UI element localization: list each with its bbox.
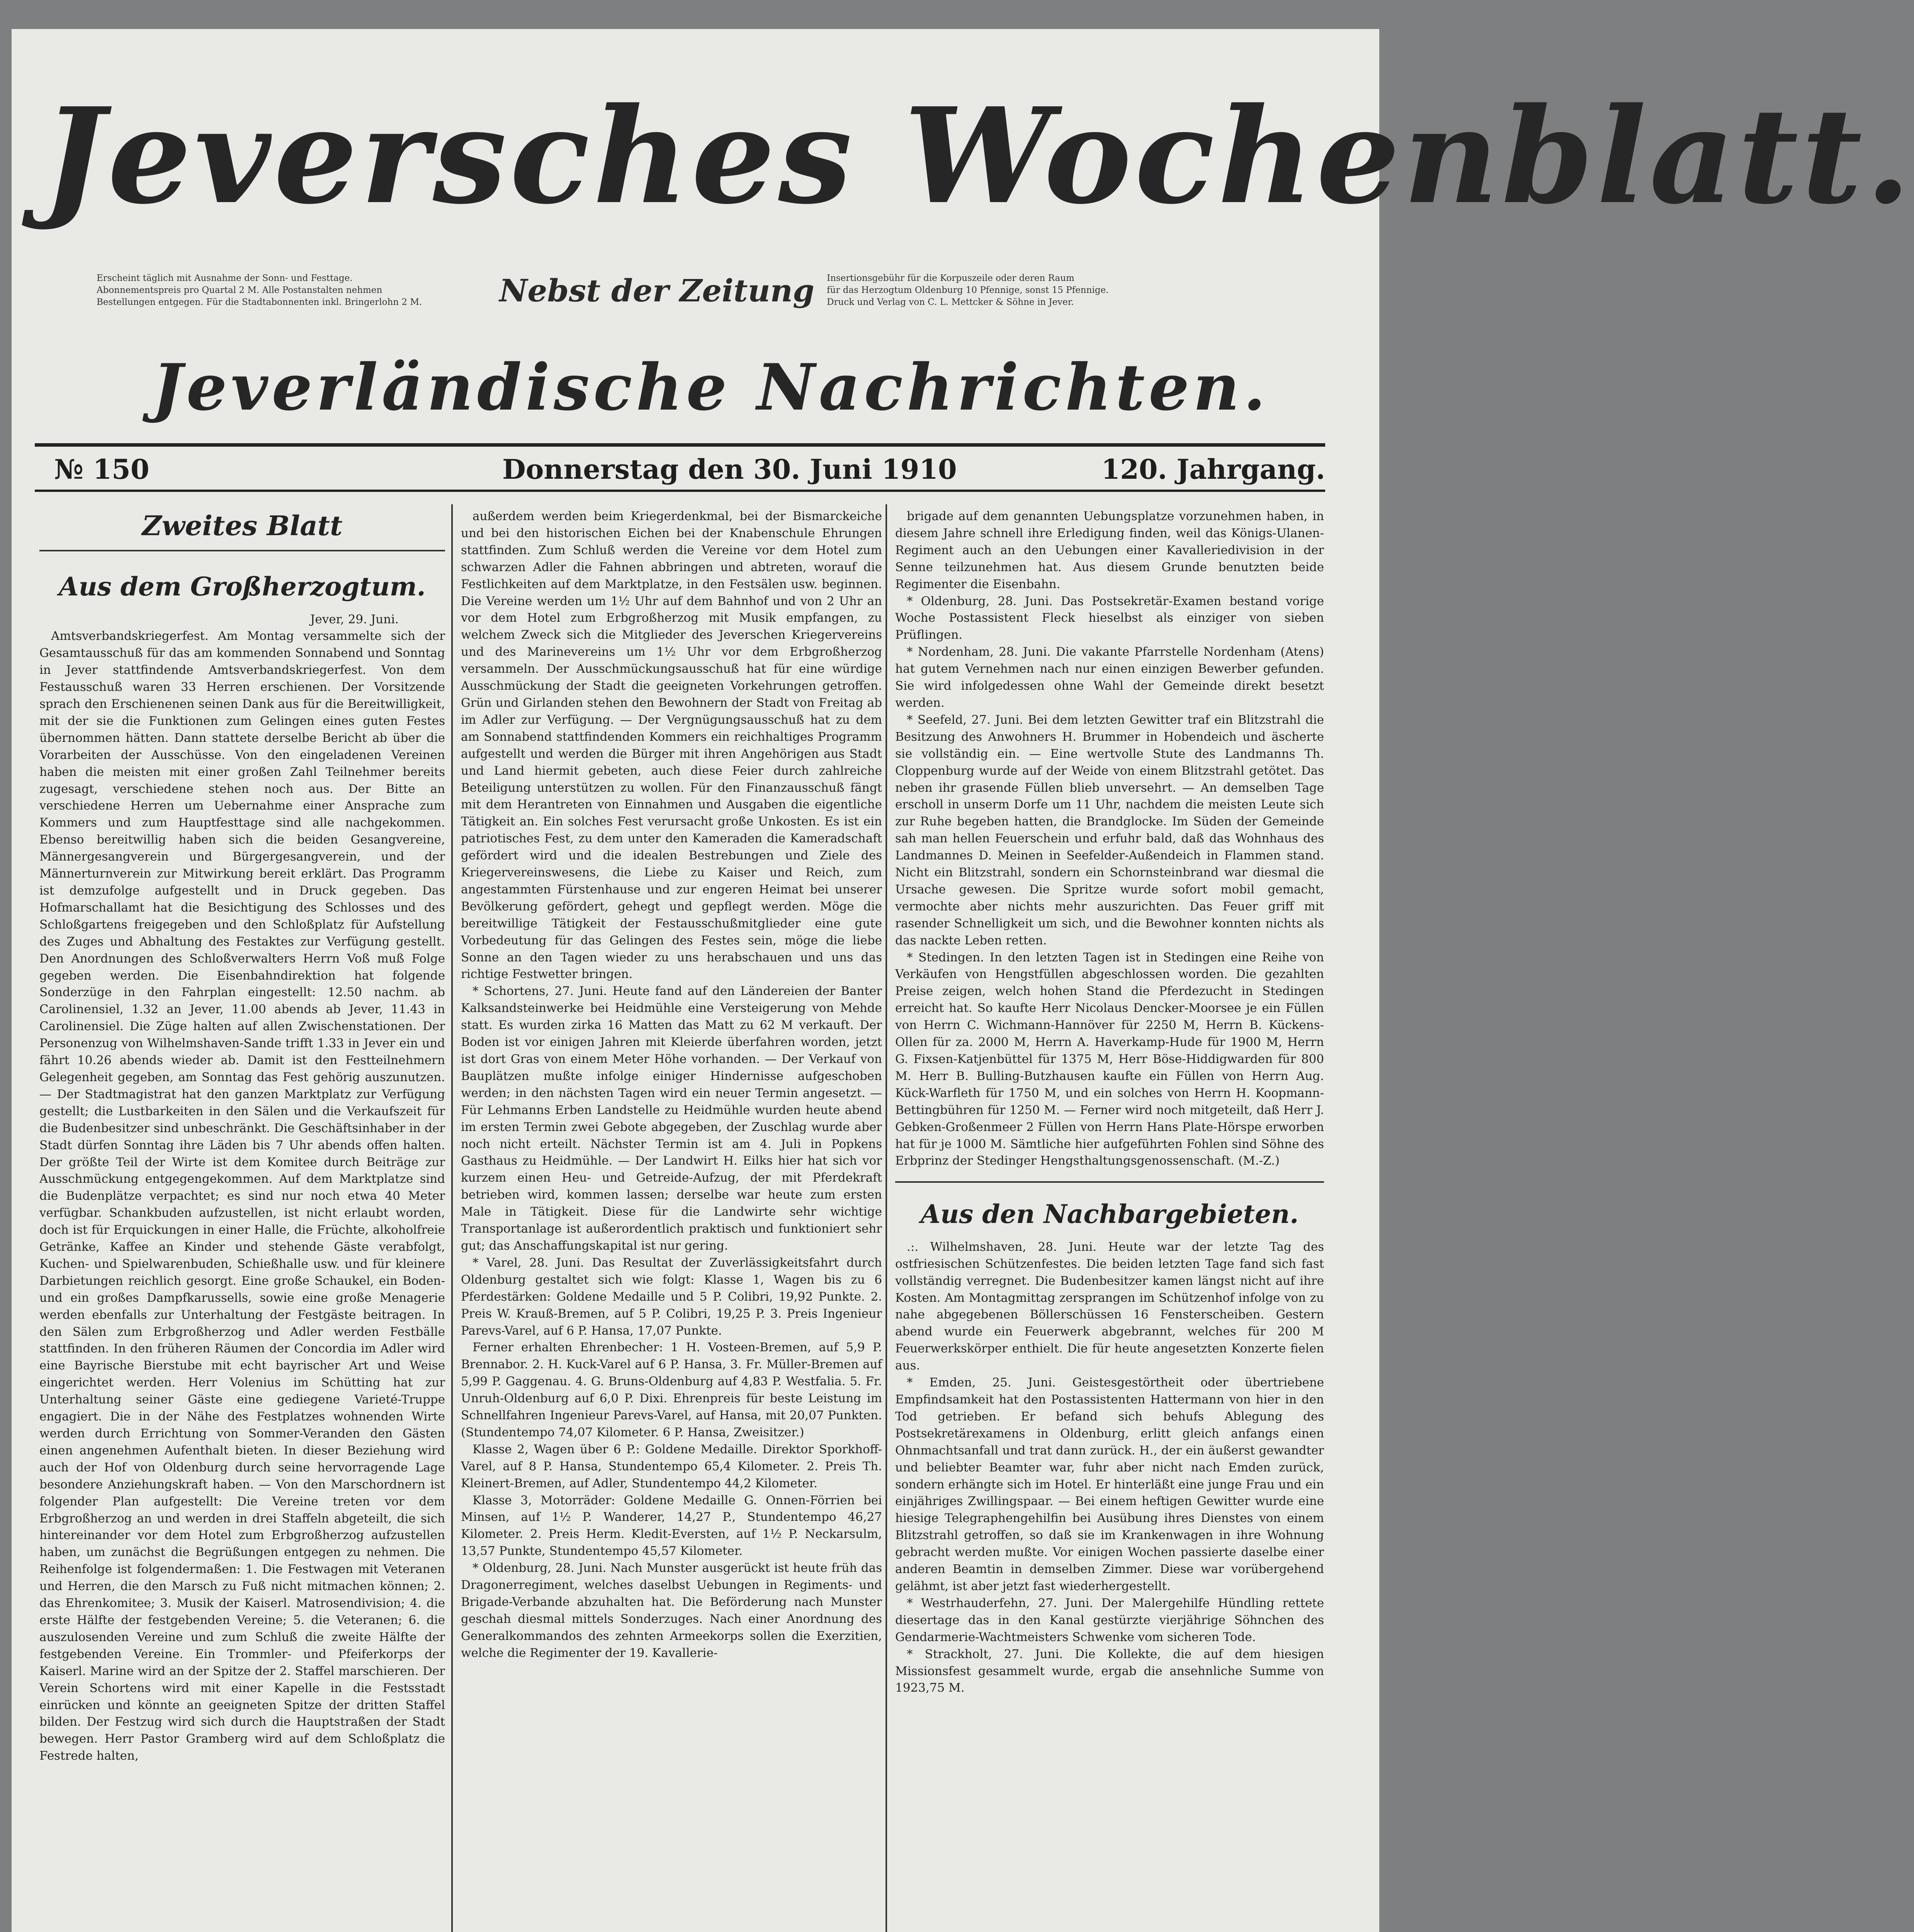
article-paragraph: * Nordenham, 28. Juni. Die vakante Pfarrstelle Nordenham (Atens) hat gutem Vernehmen nach nur einen einzigen Bewerber gefunden. Sie wird infolgedessen ohne Wahl der Gemeinde direkt besetzt werden. <box>895 645 1324 710</box>
article-paragraph: Amtsverbandskriegerfest. Am Montag versammelte sich der Gesamtausschuß für das am kommenden Sonnabend und Sonntag in Jever stattfindende Amtsverbandskriegerfest. Von dem Festausschuß waren 33 Herren erschienen. Der Vorsitzende sprach den Erschienenen seinen Dank aus für die Bereitwilligkeit, mit der sie die Funktionen zum Gelingen eines guten Festes übernommen hätten. Dann stattete derselbe Bericht ab über die Vorarbeiten der Ausschüsse. Von den eingeladenen Vereinen haben die meisten mit einer großen Zahl Teilnehmer bereits zugesagt, verschiedene stehen noch aus. Der Bitte an verschiedene Herren um Uebernahme einer Ansprache zum Kommers und zum Hauptfesttage sind alle nachgekommen. Ebenso bereitwillig haben sich die beiden Gesangvereine, Männergesangverein und Bürgergesangverein, und der Männerturnverein zur Mitwirkung bereit erklärt. Das Programm ist demzufolge aufgestellt und in Druck gegeben. Das Hofmarschallamt hat die Besichtigung des Schlosses und des Schloßgartens freigegeben und den Schloßplatz für Aufstellung des Zuges und Abhaltung des Festaktes zur Verfügung gestellt. Den Anordnungen des Schloßverwalters Herrn Voß muß Folge gegeben werden. Die Eisenbahndirektion hat folgende Sonderzüge in den Fahrplan eingestellt: 12.50 nachm. ab Carolinensiel, 1.32 an Jever, 11.00 abends ab Jever, 11.43 in Carolinensiel. Die Züge halten auf allen Zwischenstationen. Der Personenzug von Wilhelmshaven-Sande trifft 1.33 in Jever ein und fährt 10.26 abends wieder ab. Damit ist den Festteilnehmern Gelegenheit gegeben, am Sonntag das Fest gehörig auszunutzen. — Der Stadtmagistrat hat den ganzen Marktplatz zur Verfügung gestellt; die Lustbarkeiten in den Sälen und die Verkaufszeit für die Budenbesitzer sind unbeschränkt. Die Geschäftsinhaber in der Stadt dürfen Sonntag ihre Läden bis 7 Uhr abends offen halten. Der größte Teil der Wirte ist dem Komitee durch Beiträge zur Ausschmückung entgegengekommen. Auf dem Marktplatze sind die Budenplätze verpachtet; es sind nur noch etwa 40 Meter verfügbar. Schankbuden aufzustellen, ist nicht erlaubt worden, doch ist für Erquickungen in einer Halle, die Früchte, alkoholfreie Getränke, Kaffee an Kinder und stehende Gäste verabfolgt, Kuchen- und Spielwarenbuden, Schießhalle usw. und für kleinere Darbietungen reichlich gesorgt. Eine große Schaukel, ein Boden- und ein großes Dampfkarussells, sowie eine große Menagerie werden ebenfalls zur Unterhaltung der Festgäste beitragen. In den Sälen zum Erbgroßherzog und Adler werden Festbälle stattfinden. In den früheren Räumen der Concordia im Adler wird eine Bayrische Bierstube mit echt bayrischer Art und Weise eingerichtet werden. Herr Volenius im Schütting hat zur Unterhaltung seiner Gäste eine gediegene Varieté-Truppe engagiert. Die in der Nähe des Festplatzes wohnenden Wirte werden durch Errichtung von Sommer-Veranden den Gästen einen angenehmen Aufenthalt bieten. In dieser Beziehung wird auch der Hof von Oldenburg durch seine hervorragende Lage besondere Anziehungskraft haben. — Von den Marschordnern ist folgender Plan aufgestellt: Die Vereine treten vor dem Erbgroßherzog an und werden in drei Staffeln abgeteilt, die sich hintereinander vor dem Hotel zum Erbgroßherzog aufzustellen haben, um zunächst die Begrüßungen entgegen zu nehmen. Die Reihenfolge ist folgendermaßen: 1. Die Festwagen mit Veteranen und Herren, die den Marsch zu Fuß nicht mitmachen können; 2. das Ehrenkomitee; 3. Musik der Kaiserl. Matrosendivision; 4. die erste Hälfte der festgebenden Vereine; 5. die Veteranen; 6. die auszulosenden Vereine und zum Schluß die zweite Hälfte der festgebenden Vereine. Ein Trommler- und Pfeiferkorps der Kaiserl. Marine wird an der Spitze der 2. Staffel marschieren. Der Verein Schortens wird mit einer Kapelle in die Festsstadt einrücken und könnte an geeigneten Spitze der dritten Staffel bilden. Der Festzug wird sich durch die Hauptstraßen der Stadt bewegen. Herr Pastor Gramberg wird auf dem Schloßplatz die Festrede halten, <box>39 629 445 1763</box>
insertion-notice <box>827 272 1271 308</box>
notice-line: Bestellungen entgegen. Für die Stadtabonnenten inkl. Bringerlohn 2 M. <box>97 297 422 308</box>
article-paragraph: * Stedingen. In den letzten Tagen ist in Stedingen eine Reihe von Verkäufen von Hengstfüllen abgeschlossen worden. Die gezahlten Preise zeigen, welch hohen Stand die Pferdezucht in Stedingen erreicht hat. So kaufte Herr Nicolaus Dencker-Moorsee je ein Füllen von Herrn C. Wichmann-Hannöver für 2250 M, Herrn B. Kückens-Ollen für za. 2000 M, Herrn A. Haverkamp-Hude für 1900 M, Herrn G. Fixsen-Katjenbüttel für 1375 M, Herr Böse-Hiddigwarden für 800 M. Herr B. Bulling-Butzhausen kaufte ein Füllen von Herrn Aug. Kück-Warfleth für 1750 M, und ein solches von Herrn H. Koopmann-Bettingbühren für 1250 M. — Ferner wird noch mitgeteilt, daß Herr J. Gebken-Großenmeer 2 Füllen von Herrn Hans Plate-Hörspe erworben hat für je 1000 M. Sämtliche hier aufgeführten Fohlen sind Söhne des Erbprinz der Stedinger Hengsthaltungsgenossenschaft. (M.-Z.) <box>895 950 1324 1168</box>
article-paragraph: außerdem werden beim Kriegerdenkmal, bei der Bismarckeiche und bei den historischen Eichen bei der Knabenschule Ehrungen stattfinden. Zum Schluß werden die Vereine vor dem Hotel zum schwarzen Adler die Fahnen abbringen und abtreten, worauf die Festlichkeiten auf dem Marktplatze, in den Festsälen usw. beginnen. Die Vereine werden um 1½ Uhr auf dem Bahnhof und von 2 Uhr an vor dem Hotel zum Erbgroßherzog mit Musik empfangen, zu welchem Zweck sich die Mitglieder des Jeverschen Kriegervereins und des Marinevereins um 1½ Uhr vor dem Erbgroßherzog versammeln. Der Ausschmückungsausschuß hat für eine würdige Ausschmückung der Stadt die geeigneten Vorkehrungen getroffen. Grün und Girlanden stehen den Bewohnern der Stadt von Freitag ab im Adler zur Verfügung. — Der Vergnügungsausschuß hat zu dem am Sonnabend stattfindenden Kommers ein reichhaltiges Programm aufgestellt und werden die Bürger mit ihren Angehörigen aus Stadt und Land hiermit gebeten, auch diese Feier durch zahlreiche Beteiligung unterstützen zu wollen. Für den Finanzausschuß fängt mit dem Herantreten von Einnahmen und Ausgaben die eigentliche Tätigkeit an. Ein solches Fest verursacht große Unkosten. Es ist ein patriotisches Fest, zu dem unter den Kameraden die Kameradschaft gefördert wird und die idealen Bestrebungen und Ziele des Kriegervereinswesens, die Liebe zu Kaiser und Reich, zum angestammten Fürstenhause und zur engeren Heimat bei unserer Bevölkerung gefördert, gehegt und gepflegt werden. Möge die bereitwillige Tätigkeit der Festausschußmitglieder eine gute Vorbedeutung für das Gelingen des Festes sein, möge die liebe Sonne an den Tagen wieder zu uns herabschauen und uns das richtige Festwetter bringen. <box>461 509 882 981</box>
article-paragraph: .:. Wilhelmshaven, 28. Juni. Heute war der letzte Tag des ostfriesischen Schützenfestes. Die beiden letzten Tage fand sich fast vollständig verregnet. Die Budenbesitzer kamen längst nicht auf ihre Kosten. Am Montagmittag zersprangen im Schützenhof infolge von zu nahe abgegebenen Böllerschüssen 16 Fensterscheiben. Gestern abend wurde ein Feuerwerk abgebrannt, welches für 200 M Feuerwerkskörper enthielt. Die für heute angesetzten Konzerte fielen aus. <box>895 1240 1324 1373</box>
column-divider <box>886 504 887 1932</box>
column-divider <box>451 504 453 1932</box>
notice-line: Druck und Verlag von C. L. Mettcker & Söhne in Jever. <box>827 297 1074 308</box>
section-rule <box>895 1181 1324 1183</box>
zweites-blatt-label: Zweites Blatt <box>142 510 343 542</box>
section-heading: Aus den Nachbargebieten. <box>920 1199 1299 1230</box>
article-paragraph: * Strackholt, 27. Juni. Die Kollekte, die auf dem hiesigen Missionsfest gesammelt wurde, ergab die ansehnliche Summe von 1923,75 M. <box>895 1647 1324 1695</box>
newspaper-page <box>12 29 1914 1932</box>
article-paragraph: * Westrhauderfehn, 27. Juni. Der Malergehilfe Hündling rettete diesertage das in den Kanal gestürzte vierjährige Söhnchen des Gendarmerie-Wachtmeisters Schwenke vom sicheren Tode. <box>895 1596 1324 1644</box>
article-paragraph: * Schortens, 27. Juni. Heute fand auf den Ländereien der Banter Kalksandsteinwerke bei Heidmühle eine Versteigerung von Mehde statt. Es wurden zirka 16 Matten das Matt zu 62 M verkauft. Der Boden ist vor einigen Jahren mit Kleierde überfahren worden, jetzt ist dort Gras von einem Meter Höhe vorhanden. — Der Verkauf von Bauplätzen mußte infolge einiger Hindernisse aufgeschoben werden; in den nächsten Tagen wird ein neuer Termin angesetzt. — Für Lehmanns Erben Landstelle zu Heidmühle wurden heute abend im ersten Termin zwei Gebote abgegeben, der Zuschlag wurde aber noch nicht erteilt. Nächster Termin ist am 4. Juli in Popkens Gasthaus zu Heidmühle. — Der Landwirt H. Eilks hier hat sich vor kurzem einen Heu- und Getreide-Aufzug, der mit Pferdekraft betrieben wird, kommen lassen; derselbe war heute zum ersten Male in Tätigkeit. Diese für die Landwirte sehr wichtige Transportanlage ist außerordentlich praktisch und funktioniert sehr gut; das Anschaffungskapital ist nur gering. <box>461 984 882 1253</box>
notice-line: Abonnementspreis pro Quartal 2 M. Alle Postanstalten nehmen <box>97 285 382 296</box>
masthead-title: Jeversches Wochenblatt. <box>42 79 1914 233</box>
nebst-der-zeitung: Nebst der Zeitung <box>499 272 814 309</box>
article-paragraph: Ferner erhalten Ehrenbecher: 1 H. Vosteen-Bremen, auf 5,9 P. Brennabor. 2. H. Kuck-Varel auf 6 P. Hansa, 3. Fr. Müller-Bremen auf 5,99 P. Gaggenau. 4. G. Bruns-Oldenburg auf 4,83 P. Westfalia. 5. Fr. Unruh-Oldenburg auf 6,0 P. Dixi. Ehrenpreis für beste Leistung im Schnellfahren Ingenieur Parevs-Varel, auf Hansa, mit 20,07 Punkten. (Stundentempo 74,07 Kilometer. 6 P. Hansa, Zweisitzer.) <box>461 1340 882 1439</box>
article-paragraph: * Oldenburg, 28. Juni. Nach Munster ausgerückt ist heute früh das Dragonerregiment, welches daselbst Uebungen in Regiments- und Brigade-Verbande abzuhalten hat. Die Beförderung nach Munster geschah diesmal mittels Sonderzuges. Nach einer Anordnung des Generalkommandos des zehnten Armeekorps sollen die Exerzitien, welche die Regimenter der 19. Kavallerie- <box>461 1561 882 1660</box>
notice-line: Erscheint täglich mit Ausnahme der Sonn- und Festtage. <box>97 273 353 283</box>
article-paragraph: * Seefeld, 27. Juni. Bei dem letzten Gewitter traf ein Blitzstrahl die Besitzung des Anwohners H. Brummer in Hobendeich und äscherte sie vollständig ein. — Eine wertvolle Stute des Landmanns Th. Cloppenburg wurde auf der Weide von einem Blitzstrahl getötet. Das neben ihr grasende Füllen blieb unversehrt. — An demselben Tage erscholl in unserm Dorfe um 11 Uhr, nachdem die meisten Leute sich zur Ruhe begeben hatten, die Brandglocke. Im Süden der Gemeinde sah man hellen Feuerschein und erfuhr bald, daß das Wohnhaus des Landmannes D. Meinen in Seefelder-Außendeich in Flammen stand. Nicht ein Blitzstrahl, sondern ein Schornsteinbrand war diesmal die Ursache gewesen. Die Spritze wurde sofort mobil gemacht, vermochte aber nichts mehr auszurichten. Das Feuer griff mit rasender Schnelligkeit um sich, und die Bewohner konnten nichts als das nackte Leben retten. <box>895 713 1324 947</box>
subscription-notice <box>97 272 475 308</box>
notice-line: Insertionsgebühr für die Korpuszeile oder deren Raum <box>827 273 1074 283</box>
article-paragraph: * Varel, 28. Juni. Das Resultat der Zuverlässigkeitsfahrt durch Oldenburg gestaltet sich wie folgt: Klasse 1, Wagen bis zu 6 Pferdestärken: Goldene Medaille und 5 P. Colibri, 19,92 Punkte. 2. Preis W. Krauß-Bremen, auf 5 P. Colibri, 19,25 P. 3. Preis Ingenieur Parevs-Varel, auf 6 P. Hansa, 17,07 Punkte. <box>461 1255 882 1338</box>
issue-number: № 150 <box>54 453 150 485</box>
column-3 <box>895 508 1324 1932</box>
masthead-subtitle: Jeverländische Nachrichten. <box>152 350 1270 425</box>
column-1 <box>39 508 445 1932</box>
section-heading: Aus dem Großherzogtum. <box>59 571 426 602</box>
top-rule <box>35 443 1325 447</box>
article-paragraph: brigade auf dem genannten Uebungsplatze vorzunehmen haben, in diesem Jahre schnell ihre Erledigung finden, weil das Königs-Ulanen-Regiment auch an den Uebungen einer Kavalleriedivision in der Senne teilzunehmen hat. Aus diesem Grunde benutzten beide Regimenter die Eisenbahn. <box>895 509 1324 591</box>
article-paragraph: * Oldenburg, 28. Juni. Das Postsekretär-Examen bestand vorige Woche Postassistent Fleck hieselbst als einziger von sieben Prüflingen. <box>895 594 1324 642</box>
issue-year: 120. Jahrgang. <box>1101 453 1325 485</box>
article-paragraph: * Emden, 25. Juni. Geistesgestörtheit oder übertriebene Empfindsamkeit hat den Postassistenten Hattermann von hier in den Tod getrieben. Er befand sich behufs Ablegung des Postsekretärexamens in Oldenburg, erlitt gleich anfangs einen Ohnmachtsanfall und trat dann zurück. H., der ein äußerst gewandter und beliebter Beamter war, fuhr aber nicht nach Emden zurück, sondern erhängte sich im Hotel. Er hinterläßt eine junge Frau und ein einjähriges Zwillingspaar. — Bei einem heftigen Gewitter wurde eine hiesige Telegraphengehilfin bei Ausübung ihres Dienstes von einem Blitzstrahl getroffen, so daß sie im Krankenwagen in ihre Wohnung gebracht werden mußte. Vor einigen Wochen passierte daselbe einer anderen Beamtin in demselben Zimmer. Diese war vorübergehend gelähmt, ist aber jetzt fast wiederhergestellt. <box>895 1376 1324 1593</box>
issue-date: Donnerstag den 30. Juni 1910 <box>502 453 957 485</box>
column-2 <box>461 508 882 1932</box>
blatt-rule <box>39 550 445 551</box>
dateline: Jever, 29. Juni. <box>310 612 399 626</box>
header-bottom-rule <box>35 490 1325 492</box>
article-paragraph: Klasse 3, Motorräder: Goldene Medaille G. Onnen-Förrien bei Minsen, auf 1½ P. Wanderer, 14,27 P., Stundentempo 46,27 Kilometer. 2. Preis Herm. Kledit-Eversten, auf 1½ P. Neckarsulm, 13,57 Punkte, Stundentempo 45,57 Kilometer. <box>461 1493 882 1558</box>
article-paragraph: Klasse 2, Wagen über 6 P.: Goldene Medaille. Direktor Sporkhoff-Varel, auf 8 P. Hansa, Stundentempo 65,4 Kilometer. 2. Preis Th. Kleinert-Bremen, auf Adler, Stundentempo 44,2 Kilometer. <box>461 1442 882 1490</box>
notice-line: für das Herzogtum Oldenburg 10 Pfennige, sonst 15 Pfennige. <box>827 285 1109 296</box>
